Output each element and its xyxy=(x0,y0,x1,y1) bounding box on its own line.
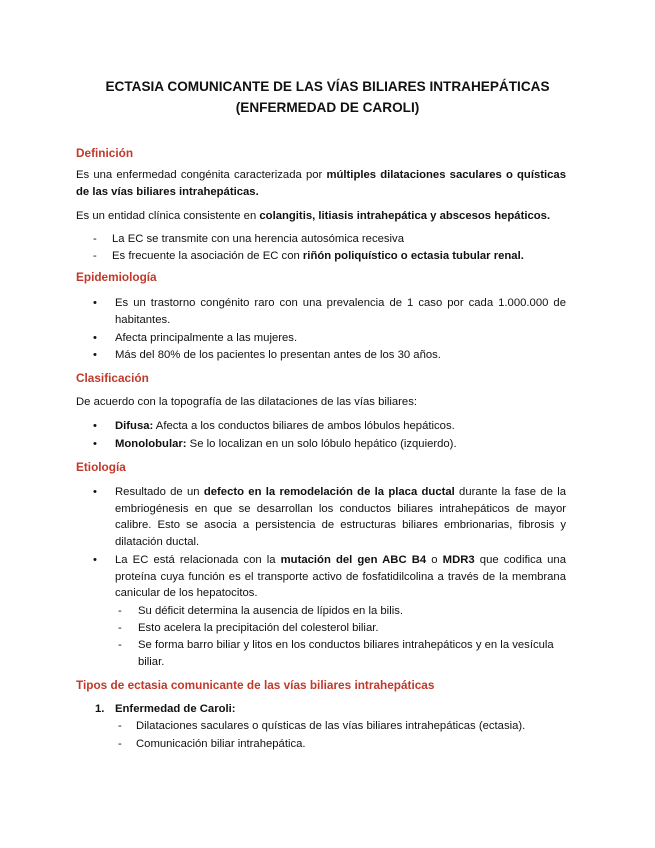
title-line-1: ECTASIA COMUNICANTE DE LAS VÍAS BILIARES INTRAHEPÁTICAS xyxy=(105,79,550,94)
etiologia-bullet-1 xyxy=(115,484,566,550)
bullet-marker: • xyxy=(93,554,97,566)
title-line-2: (ENFERMEDAD DE CAROLI) xyxy=(235,100,420,115)
etiologia-bullet-2 xyxy=(115,552,566,602)
definicion-paragraph-1 xyxy=(76,167,566,200)
heading-definicion: Definición xyxy=(76,146,134,160)
bold-text: riñón poliquístico o ectasia tubular renal. xyxy=(302,250,524,262)
text: o xyxy=(426,554,443,566)
bullet-marker: • xyxy=(93,297,97,309)
bullet-marker: • xyxy=(93,438,97,450)
text: Resultado de un xyxy=(115,486,204,498)
clasificacion-intro: De acuerdo con la topografía de las dilataciones de las vías biliares: xyxy=(76,396,417,408)
definicion-paragraph-2 xyxy=(76,208,566,225)
bullet-marker: • xyxy=(93,420,97,432)
heading-tipos: Tipos de ectasia comunicante de las vías biliares intrahepáticas xyxy=(76,678,435,692)
heading-clasificacion: Clasificación xyxy=(76,371,149,385)
list-number: 1. xyxy=(95,703,105,715)
bold-text: múltiples dilataciones saculares o quísticas de las vías biliares intrahepáticas. xyxy=(76,169,566,198)
bold-text: colangitis, litiasis intrahepática y abscesos hepáticos. xyxy=(259,210,551,222)
text: Es una enfermedad congénita caracterizada por xyxy=(76,169,327,181)
text: Es frecuente la asociación de EC con xyxy=(112,250,303,262)
dash-marker: - xyxy=(93,233,97,245)
clasificacion-bullet-1 xyxy=(115,418,566,435)
epidemiologia-bullet-3: Más del 80% de los pacientes lo presentan antes de los 30 años. xyxy=(115,349,441,361)
definicion-dash-item-2 xyxy=(112,248,566,265)
text: Afecta a los conductos biliares de ambos lóbulos hepáticos. xyxy=(153,420,455,432)
heading-etiologia: Etiología xyxy=(76,460,126,474)
tipos-sub-item-2: Comunicación biliar intrahepática. xyxy=(136,738,306,750)
dash-marker: - xyxy=(118,738,122,750)
clasificacion-bullet-2 xyxy=(115,436,566,453)
bold-term: Monolobular: xyxy=(115,438,187,450)
dash-marker: - xyxy=(93,250,97,262)
etiologia-sub-item-3: Se forma barro biliar y litos en los conductos biliares intrahepáticos y en la vesícula biliar. xyxy=(138,639,554,668)
text: que codifica una proteína cuya función es el transporte activo de fosfatidilcolina a través de la membrana canicular de los hepatocitos. xyxy=(115,554,566,599)
tipos-sub-item-1: Dilataciones saculares o quísticas de las vías biliares intrahepáticas (ectasia). xyxy=(136,720,526,732)
dash-marker: - xyxy=(118,720,122,732)
text: La EC está relacionada con la xyxy=(115,554,281,566)
text: durante la fase de la embriogénesis en que se desarrollan los conductos biliares intrahepáticos de mayor calibre. Esto se asocia a persistencia de estructuras biliares embrionarias, fibrosis y dilatación ductal. xyxy=(115,486,566,548)
dash-marker: - xyxy=(118,605,122,617)
epidemiologia-bullet-2: Afecta principalmente a las mujeres. xyxy=(115,332,298,344)
tipos-item-1: Enfermedad de Caroli: xyxy=(115,703,236,715)
definicion-dash-item-1: La EC se transmite con una herencia autosómica recesiva xyxy=(112,233,404,245)
bold-text: mutación del gen ABC B4 xyxy=(280,554,427,566)
dash-marker: - xyxy=(118,639,122,651)
etiologia-sub-item-2: Esto acelera la precipitación del colesterol biliar. xyxy=(138,622,379,634)
dash-marker: - xyxy=(118,622,122,634)
text: Es un entidad clínica consistente en xyxy=(76,210,260,222)
text: Se lo localizan en un solo lóbulo hepático (izquierdo). xyxy=(186,438,457,450)
bold-text: defecto en la remodelación de la placa ductal xyxy=(203,486,455,498)
heading-epidemiologia: Epidemiología xyxy=(76,270,157,284)
bold-term: Difusa: xyxy=(115,420,154,432)
bullet-marker: • xyxy=(93,332,97,344)
etiologia-sub-item-1: Su déficit determina la ausencia de lípidos en la bilis. xyxy=(138,605,404,617)
document-title xyxy=(60,76,595,118)
bullet-marker: • xyxy=(93,349,97,361)
epidemiologia-bullet-1: Es un trastorno congénito raro con una prevalencia de 1 caso por cada 1.000.000 de habitantes. xyxy=(115,297,566,326)
bullet-marker: • xyxy=(93,486,97,498)
bold-text: MDR3 xyxy=(442,554,475,566)
